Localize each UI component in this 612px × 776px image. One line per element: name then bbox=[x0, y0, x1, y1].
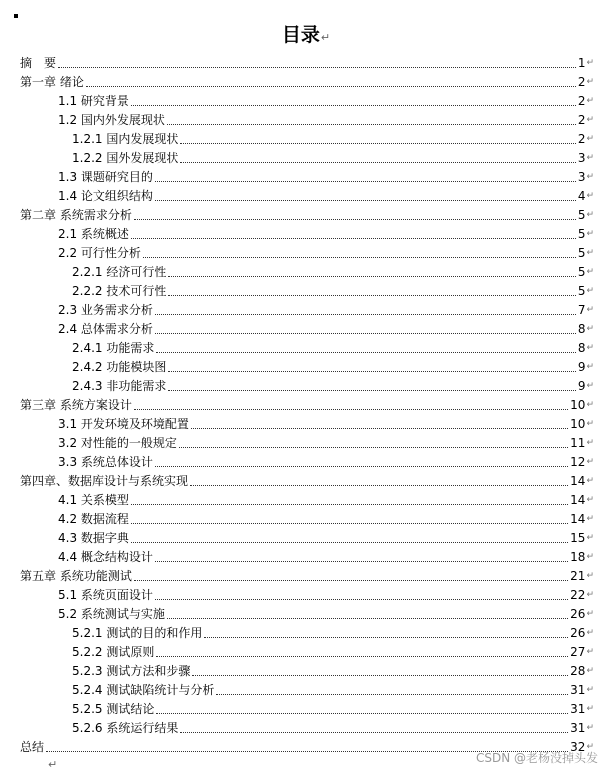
toc-entry[interactable] bbox=[58, 432, 594, 451]
toc-dot-leader bbox=[204, 636, 568, 638]
toc-entry-label: 第三章 系统方案设计 bbox=[20, 398, 132, 412]
toc-entry[interactable] bbox=[72, 356, 594, 375]
toc-entry-label: 2.2.2 技术可行性 bbox=[72, 284, 167, 298]
toc-entry[interactable] bbox=[58, 242, 594, 261]
toc-entry-label: 5.2.5 测试结论 bbox=[72, 702, 155, 716]
toc-entry[interactable] bbox=[20, 565, 594, 584]
toc-dot-leader bbox=[155, 560, 568, 562]
toc-dot-leader bbox=[58, 66, 576, 68]
toc-entry[interactable] bbox=[72, 337, 594, 356]
toc-dot-leader bbox=[131, 522, 568, 524]
toc-entry-label: 2.2 可行性分析 bbox=[58, 246, 141, 260]
toc-entry[interactable] bbox=[20, 470, 594, 489]
paragraph-mark-icon: ↵ bbox=[586, 476, 594, 486]
toc-dot-leader bbox=[167, 617, 568, 619]
paragraph-mark-icon: ↵ bbox=[586, 362, 594, 372]
toc-entry[interactable] bbox=[20, 204, 594, 223]
toc-entry-page: 2 bbox=[577, 75, 586, 89]
toc-entry-label: 第一章 绪论 bbox=[20, 75, 84, 89]
toc-entry-label: 3.2 对性能的一般规定 bbox=[58, 436, 177, 450]
toc-entry[interactable] bbox=[72, 679, 594, 698]
page-corner-mark bbox=[14, 14, 18, 18]
toc-dot-leader bbox=[134, 579, 568, 581]
toc-entry-label: 5.2.6 系统运行结果 bbox=[72, 721, 179, 735]
toc-entry-page: 8 bbox=[577, 322, 586, 336]
paragraph-mark-icon: ↵ bbox=[586, 552, 594, 562]
toc-entry-page: 14 bbox=[570, 474, 586, 488]
toc-entry-label: 4.2 数据流程 bbox=[58, 512, 129, 526]
toc-entry-page: 32 bbox=[570, 740, 586, 754]
toc-entry-page: 15 bbox=[570, 531, 586, 545]
toc-entry[interactable] bbox=[58, 90, 594, 109]
paragraph-mark-icon: ↵ bbox=[586, 210, 594, 220]
toc-entry-label: 2.1 系统概述 bbox=[58, 227, 129, 241]
toc-entry-label: 1.2.1 国内发展现状 bbox=[72, 132, 179, 146]
toc-dot-leader bbox=[155, 199, 576, 201]
toc-entry-page: 31 bbox=[570, 683, 586, 697]
paragraph-mark-icon: ↵ bbox=[586, 134, 594, 144]
toc-dot-leader bbox=[192, 674, 568, 676]
toc-entry[interactable] bbox=[72, 698, 594, 717]
paragraph-mark-icon: ↵ bbox=[586, 495, 594, 505]
toc-entry-label: 2.4.2 功能模块图 bbox=[72, 360, 167, 374]
toc-entry-page: 26 bbox=[570, 607, 586, 621]
paragraph-mark-icon: ↵ bbox=[586, 229, 594, 239]
toc-entry-page: 1 bbox=[577, 56, 586, 70]
toc-dot-leader bbox=[180, 731, 568, 733]
toc-entry-label: 2.3 业务需求分析 bbox=[58, 303, 153, 317]
paragraph-mark-icon: ↵ bbox=[586, 305, 594, 315]
paragraph-mark-icon: ↵ bbox=[586, 628, 594, 638]
toc-entry-page: 5 bbox=[577, 265, 586, 279]
toc-dot-leader bbox=[155, 465, 568, 467]
toc-entry-label: 第四章、数据库设计与系统实现 bbox=[20, 474, 189, 488]
paragraph-mark-icon: ↵ bbox=[586, 742, 594, 752]
toc-entry[interactable] bbox=[58, 413, 594, 432]
toc-entry-label: 1.2.2 国外发展现状 bbox=[72, 151, 179, 165]
paragraph-mark-icon: ↵ bbox=[586, 115, 594, 125]
toc-entry[interactable] bbox=[72, 717, 594, 736]
paragraph-mark-icon: ↵ bbox=[586, 267, 594, 277]
toc-entry-page: 2 bbox=[577, 113, 586, 127]
toc-entry[interactable] bbox=[58, 223, 594, 242]
paragraph-mark-icon: ↵ bbox=[586, 381, 594, 391]
toc-title-row bbox=[0, 20, 612, 47]
toc-dot-leader bbox=[134, 408, 568, 410]
toc-entry-label: 5.2.1 测试的目的和作用 bbox=[72, 626, 203, 640]
paragraph-mark-icon: ↵ bbox=[586, 533, 594, 543]
toc-entry[interactable] bbox=[58, 603, 594, 622]
toc-dot-leader bbox=[179, 446, 568, 448]
paragraph-mark-icon: ↵ bbox=[586, 324, 594, 334]
paragraph-mark-icon: ↵ bbox=[320, 31, 331, 44]
toc-entry-label: 5.2.4 测试缺陷统计与分析 bbox=[72, 683, 215, 697]
toc-dot-leader bbox=[131, 237, 576, 239]
toc-entry-page: 21 bbox=[570, 569, 586, 583]
toc-entry-page: 26 bbox=[570, 626, 586, 640]
paragraph-mark-icon: ↵ bbox=[586, 723, 594, 733]
paragraph-mark-icon: ↵ bbox=[586, 77, 594, 87]
toc-entry-label: 2.4.1 功能需求 bbox=[72, 341, 155, 355]
toc-entry-page: 10 bbox=[570, 417, 586, 431]
toc-dot-leader bbox=[168, 370, 575, 372]
toc-entry-page: 14 bbox=[570, 512, 586, 526]
toc-dot-leader bbox=[155, 180, 576, 182]
toc-entry-page: 8 bbox=[577, 341, 586, 355]
toc-entry[interactable] bbox=[72, 622, 594, 641]
toc-entry-page: 3 bbox=[577, 151, 586, 165]
toc-dot-leader bbox=[131, 104, 576, 106]
toc-entry[interactable] bbox=[58, 451, 594, 470]
toc-dot-leader bbox=[190, 484, 568, 486]
toc-entry[interactable] bbox=[58, 508, 594, 527]
toc-dot-leader bbox=[131, 503, 568, 505]
paragraph-mark-icon: ↵ bbox=[586, 685, 594, 695]
toc-entry[interactable] bbox=[58, 527, 594, 546]
paragraph-mark-icon: ↵ bbox=[586, 286, 594, 296]
toc-entry-page: 2 bbox=[577, 132, 586, 146]
toc-entry[interactable] bbox=[20, 52, 594, 71]
paragraph-mark-icon: ↵ bbox=[586, 590, 594, 600]
toc-entry-label: 4.3 数据字典 bbox=[58, 531, 129, 545]
toc-entry-page: 10 bbox=[570, 398, 586, 412]
toc-dot-leader bbox=[167, 123, 576, 125]
toc-entry-page: 14 bbox=[570, 493, 586, 507]
paragraph-mark-icon: ↵ bbox=[48, 758, 58, 771]
toc-entry-page: 9 bbox=[577, 379, 586, 393]
paragraph-mark-icon: ↵ bbox=[586, 438, 594, 448]
toc-entry-page: 28 bbox=[570, 664, 586, 678]
toc-entry-page: 12 bbox=[570, 455, 586, 469]
toc-entry-label: 3.3 系统总体设计 bbox=[58, 455, 153, 469]
toc-dot-leader bbox=[180, 161, 575, 163]
paragraph-mark-icon: ↵ bbox=[586, 248, 594, 258]
toc-entry[interactable] bbox=[58, 166, 594, 185]
paragraph-mark-icon: ↵ bbox=[586, 514, 594, 524]
toc-dot-leader bbox=[155, 332, 576, 334]
toc-entry-page: 4 bbox=[577, 189, 586, 203]
toc-entry-label: 1.2 国内外发展现状 bbox=[58, 113, 165, 127]
toc-dot-leader bbox=[155, 313, 576, 315]
toc-entry-page: 3 bbox=[577, 170, 586, 184]
toc-entry-label: 5.1 系统页面设计 bbox=[58, 588, 153, 602]
paragraph-mark-icon: ↵ bbox=[586, 704, 594, 714]
toc-entry-label: 5.2 系统测试与实施 bbox=[58, 607, 165, 621]
toc-entry-page: 9 bbox=[577, 360, 586, 374]
toc-entry[interactable] bbox=[72, 261, 594, 280]
toc-entry-page: 2 bbox=[577, 94, 586, 108]
toc-entry-label: 4.4 概念结构设计 bbox=[58, 550, 153, 564]
toc-entry[interactable] bbox=[58, 109, 594, 128]
toc-entry-label: 5.2.2 测试原则 bbox=[72, 645, 155, 659]
paragraph-mark-icon: ↵ bbox=[586, 571, 594, 581]
paragraph-mark-icon: ↵ bbox=[586, 419, 594, 429]
toc-entry-label: 2.2.1 经济可行性 bbox=[72, 265, 167, 279]
toc-entry-label: 1.4 论文组织结构 bbox=[58, 189, 153, 203]
toc-dot-leader bbox=[155, 598, 568, 600]
toc-entry-page: 5 bbox=[577, 227, 586, 241]
toc-entry-page: 22 bbox=[570, 588, 586, 602]
toc-entry-page: 5 bbox=[577, 208, 586, 222]
toc-entry[interactable] bbox=[58, 546, 594, 565]
toc-dot-leader bbox=[86, 85, 576, 87]
toc-entry[interactable] bbox=[72, 147, 594, 166]
toc-entry-page: 31 bbox=[570, 721, 586, 735]
toc-entry[interactable] bbox=[58, 299, 594, 318]
toc-entry-label: 摘 要 bbox=[20, 56, 57, 70]
paragraph-mark-icon: ↵ bbox=[586, 96, 594, 106]
paragraph-mark-icon: ↵ bbox=[586, 153, 594, 163]
toc-entry-label: 第二章 系统需求分析 bbox=[20, 208, 132, 222]
toc-dot-leader bbox=[191, 427, 568, 429]
toc-entry-page: 11 bbox=[570, 436, 586, 450]
toc-dot-leader bbox=[131, 541, 568, 543]
toc-dot-leader bbox=[156, 655, 568, 657]
watermark: CSDN @老杨没掉头发 bbox=[475, 751, 598, 765]
paragraph-mark-icon: ↵ bbox=[586, 666, 594, 676]
toc-entry-label: 1.3 课题研究目的 bbox=[58, 170, 153, 184]
paragraph-mark-icon: ↵ bbox=[586, 400, 594, 410]
paragraph-mark-icon: ↵ bbox=[586, 58, 594, 68]
paragraph-mark-icon: ↵ bbox=[586, 191, 594, 201]
toc-entry-page: 27 bbox=[570, 645, 586, 659]
toc-dot-leader bbox=[156, 351, 575, 353]
toc-entry[interactable] bbox=[72, 280, 594, 299]
toc-dot-leader bbox=[168, 389, 575, 391]
toc-dot-leader bbox=[168, 275, 575, 277]
toc-entry[interactable] bbox=[58, 489, 594, 508]
toc-entry-label: 1.1 研究背景 bbox=[58, 94, 129, 108]
paragraph-mark-icon: ↵ bbox=[586, 647, 594, 657]
toc-entry-page: 31 bbox=[570, 702, 586, 716]
toc-entry-label: 4.1 关系模型 bbox=[58, 493, 129, 507]
toc-dot-leader bbox=[168, 294, 575, 296]
toc-entry[interactable] bbox=[72, 660, 594, 679]
toc-entry-label: 第五章 系统功能测试 bbox=[20, 569, 132, 583]
toc-entry[interactable] bbox=[72, 128, 594, 147]
paragraph-mark-icon: ↵ bbox=[586, 343, 594, 353]
paragraph-mark-icon: ↵ bbox=[586, 609, 594, 619]
toc-entry-page: 18 bbox=[570, 550, 586, 564]
toc-entry[interactable] bbox=[72, 375, 594, 394]
toc-entry[interactable] bbox=[58, 584, 594, 603]
toc-dot-leader bbox=[134, 218, 576, 220]
toc-entry[interactable] bbox=[20, 71, 594, 90]
toc-entry[interactable] bbox=[72, 641, 594, 660]
toc-entry-page: 7 bbox=[577, 303, 586, 317]
toc-dot-leader bbox=[180, 142, 575, 144]
toc-entry[interactable] bbox=[20, 394, 594, 413]
toc-entry-page: 5 bbox=[577, 246, 586, 260]
toc-entry-label: 总结 bbox=[20, 740, 45, 754]
toc-entry[interactable] bbox=[58, 185, 594, 204]
toc-title: 目录 bbox=[281, 24, 320, 46]
toc-entry-label: 2.4 总体需求分析 bbox=[58, 322, 153, 336]
toc-entry-page: 5 bbox=[577, 284, 586, 298]
paragraph-mark-icon: ↵ bbox=[586, 172, 594, 182]
toc-entry[interactable] bbox=[58, 318, 594, 337]
toc-dot-leader bbox=[156, 712, 568, 714]
toc-entry-label: 2.4.3 非功能需求 bbox=[72, 379, 167, 393]
toc-dot-leader bbox=[216, 693, 568, 695]
toc-entry-label: 5.2.3 测试方法和步骤 bbox=[72, 664, 191, 678]
paragraph-mark-icon: ↵ bbox=[586, 457, 594, 467]
toc-dot-leader bbox=[143, 256, 576, 258]
toc-entry-label: 3.1 开发环境及环境配置 bbox=[58, 417, 189, 431]
